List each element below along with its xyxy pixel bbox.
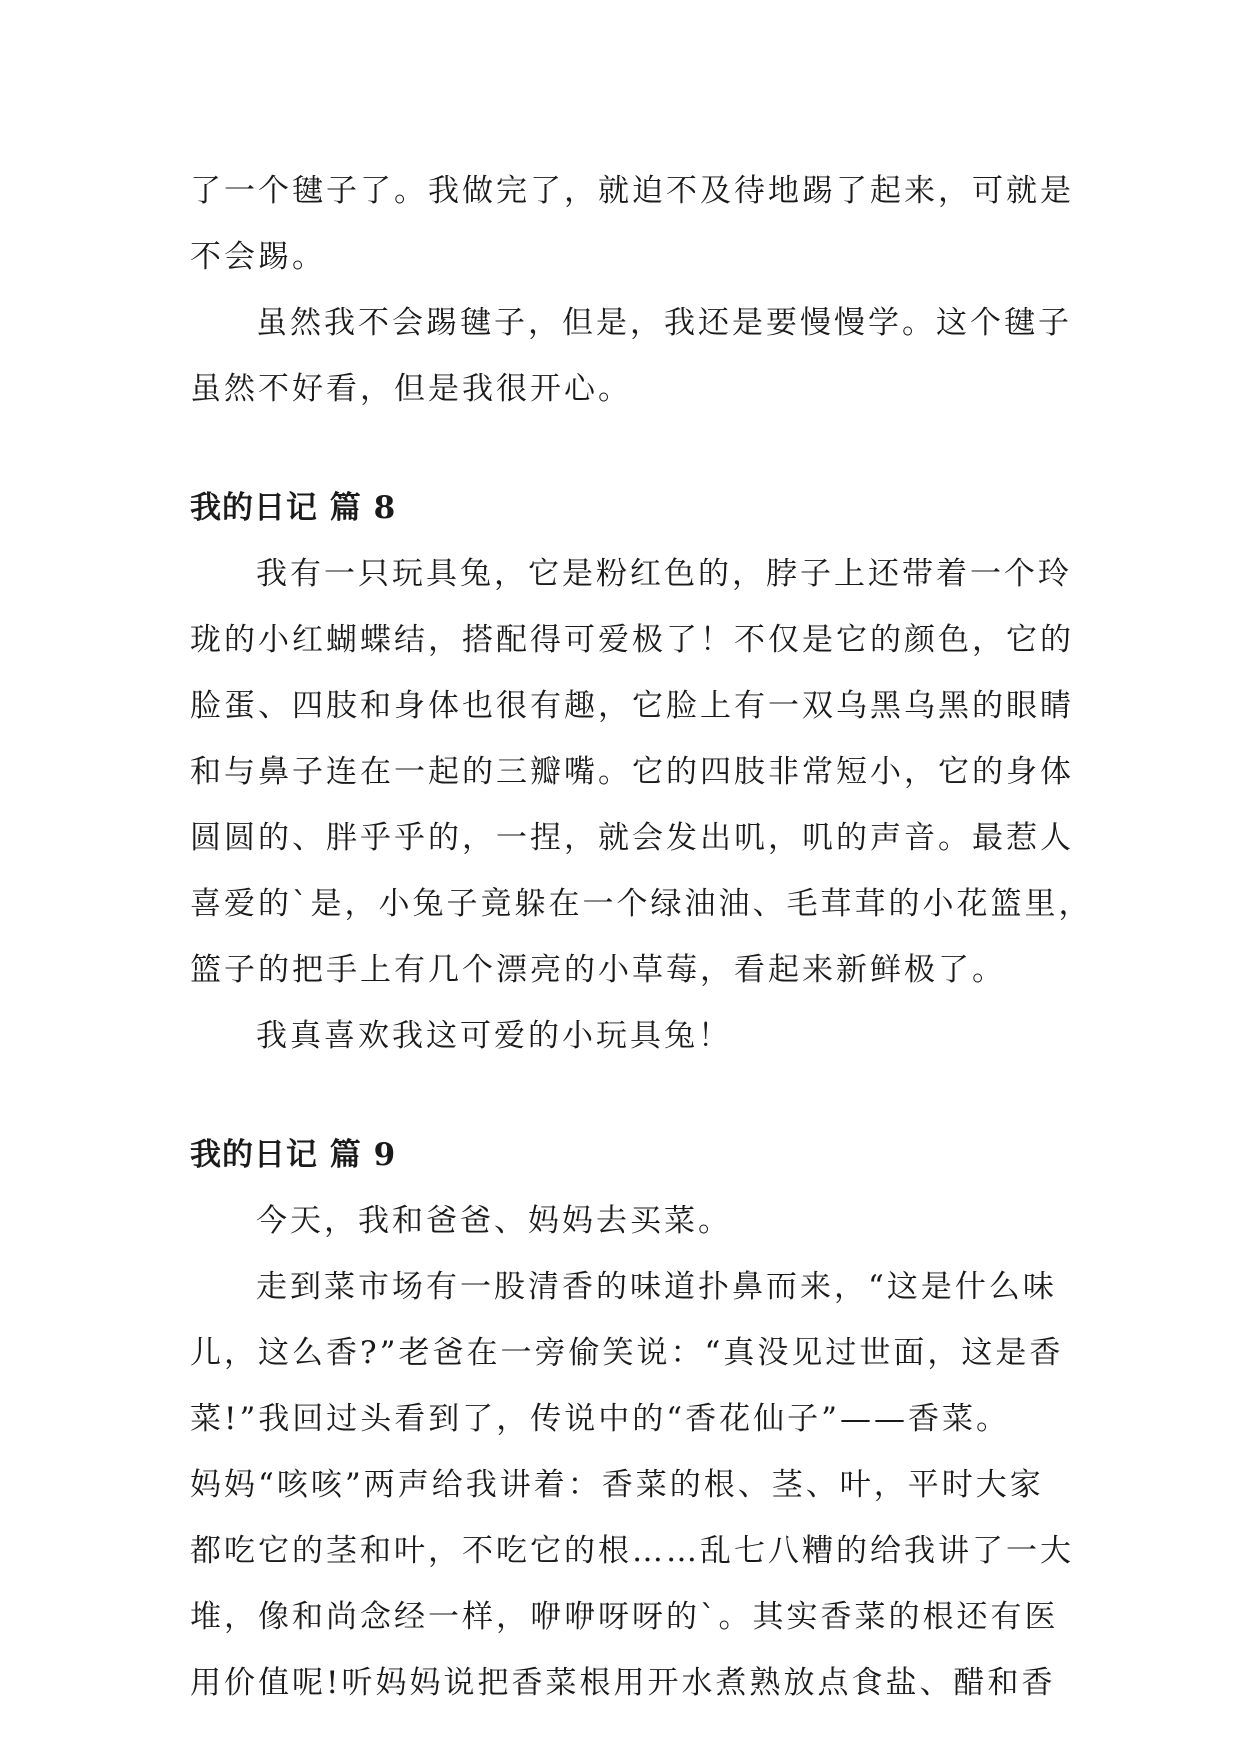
section-continuation — [190, 158, 1074, 422]
section-heading: 我的日记 篇 8 — [190, 490, 397, 526]
text-line: 今天，我和爸爸、妈妈去买菜。 — [256, 1203, 732, 1239]
text-line: 喜爱的`是，小兔子竟躲在一个绿油油、毛茸茸的小花篮里， — [190, 886, 1093, 922]
text-line: 篮子的把手上有几个漂亮的小草莓，看起来新鲜极了。 — [190, 952, 1006, 988]
text-line: 堆，像和尚念经一样，咿咿呀呀的`。其实香菜的根还有医 — [190, 1599, 1059, 1635]
text-line: 儿，这么香?”老爸在一旁偷笑说：“真没见过世面，这是香 — [190, 1335, 1064, 1371]
text-line: 妈妈“咳咳”两声给我讲着：香菜的根、茎、叶，平时大家 — [190, 1467, 1044, 1503]
paragraph — [190, 1003, 1060, 1069]
paragraph — [190, 541, 1093, 1003]
section-entry-8 — [190, 475, 1093, 1069]
section-gap — [190, 422, 1060, 475]
text-line: 和与鼻子连在一起的三瓣嘴。它的四肢非常短小，它的身体 — [190, 754, 1074, 790]
text-line: 走到菜市场有一股清香的味道扑鼻而来，“这是什么味 — [256, 1269, 1057, 1305]
text-line: 菜!”我回过头看到了，传说中的“香花仙子”——香菜。 — [190, 1401, 1010, 1437]
section-entry-9 — [190, 1122, 1074, 1716]
text-line: 不会踢。 — [190, 239, 326, 275]
text-line: 虽然我不会踢毽子，但是，我还是要慢慢学。这个毽子 — [256, 305, 1072, 341]
paragraph — [190, 1188, 1060, 1254]
text-line: 珑的小红蝴蝶结，搭配得可爱极了！不仅是它的颜色，它的 — [190, 622, 1074, 658]
paragraph — [190, 158, 1074, 290]
paragraph — [190, 290, 1072, 422]
paragraph — [190, 1254, 1074, 1716]
section-gap — [190, 1069, 1060, 1122]
text-line: 都吃它的茎和叶，不吃它的根……乱七八糟的给我讲了一大 — [190, 1533, 1074, 1569]
text-line: 我有一只玩具兔，它是粉红色的，脖子上还带着一个玲 — [256, 556, 1072, 592]
text-line: 用价值呢!听妈妈说把香菜根用开水煮熟放点食盐、醋和香 — [190, 1665, 1056, 1701]
section-heading: 我的日记 篇 9 — [190, 1137, 397, 1173]
document-body — [190, 158, 1093, 1716]
text-line: 圆圆的、胖乎乎的，一捏，就会发出叽，叽的声音。最惹人 — [190, 820, 1074, 856]
text-line: 了一个毽子了。我做完了，就迫不及待地踢了起来，可就是 — [190, 173, 1074, 209]
text-line: 脸蛋、四肢和身体也很有趣，它脸上有一双乌黑乌黑的眼睛 — [190, 688, 1074, 724]
text-line: 我真喜欢我这可爱的小玩具兔！ — [256, 1018, 732, 1054]
text-line: 虽然不好看，但是我很开心。 — [190, 371, 632, 407]
